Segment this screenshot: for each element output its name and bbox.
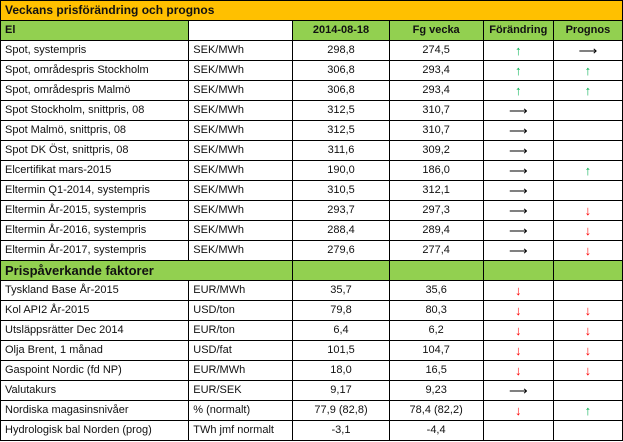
row-value-current: 35,7: [293, 281, 389, 301]
arrow-right-icon: ⟶: [508, 103, 528, 118]
arrow-right-icon: ⟶: [508, 183, 528, 198]
arrow-up-icon: ↑: [515, 43, 522, 58]
arrow-right-icon: ⟶: [508, 383, 528, 398]
arrow-down-icon: ↓: [584, 343, 592, 358]
row-value-current: 306,8: [293, 81, 389, 101]
row-change-indicator: [483, 101, 553, 121]
row-forecast-indicator: [553, 61, 622, 81]
row-unit: TWh jmf normalt: [189, 421, 293, 441]
row-value-previous: 293,4: [389, 81, 483, 101]
arrow-right-icon: ⟶: [508, 123, 528, 138]
row-value-previous: 312,1: [389, 181, 483, 201]
row-forecast-indicator: [553, 201, 622, 221]
row-forecast-indicator: [553, 341, 622, 361]
row-label: Hydrologisk bal Norden (prog): [1, 421, 189, 441]
row-unit: EUR/MWh: [189, 281, 293, 301]
report-title: Veckans prisförändring och prognos: [1, 1, 623, 21]
table-row: [1, 381, 623, 401]
row-forecast-indicator: [553, 361, 622, 381]
table-row: [1, 101, 623, 121]
row-value-current: 79,8: [293, 301, 389, 321]
arrow-down-icon: ↓: [515, 343, 522, 358]
arrow-up-icon: ↑: [584, 63, 592, 78]
section-spacer: [483, 261, 553, 281]
row-value-previous: 78,4 (82,2): [389, 401, 483, 421]
arrow-down-icon: ↓: [515, 363, 522, 378]
row-value-previous: 297,3: [389, 201, 483, 221]
row-label: Spot Stockholm, snittpris, 08: [1, 101, 189, 121]
row-unit: SEK/MWh: [189, 221, 293, 241]
row-forecast-indicator: [553, 301, 622, 321]
arrow-right-icon: ⟶: [508, 163, 528, 178]
row-label: Eltermin År-2015, systempris: [1, 201, 189, 221]
row-unit: EUR/ton: [189, 321, 293, 341]
arrow-right-icon: ⟶: [578, 43, 598, 58]
section-spacer: [293, 261, 389, 281]
table-row: [1, 401, 623, 421]
row-value-previous: 35,6: [389, 281, 483, 301]
row-forecast-indicator: [553, 41, 622, 61]
arrow-down-icon: ↓: [584, 243, 592, 258]
row-change-indicator: [483, 201, 553, 221]
row-value-current: 101,5: [293, 341, 389, 361]
row-value-previous: 186,0: [389, 161, 483, 181]
row-value-current: 312,5: [293, 101, 389, 121]
arrow-up-icon: ↑: [584, 163, 592, 178]
arrow-up-icon: ↑: [515, 83, 522, 98]
row-unit: SEK/MWh: [189, 161, 293, 181]
row-unit: EUR/MWh: [189, 361, 293, 381]
row-value-previous: 310,7: [389, 101, 483, 121]
row-label: Spot Malmö, snittpris, 08: [1, 121, 189, 141]
row-value-current: 6,4: [293, 321, 389, 341]
row-label: Kol API2 År-2015: [1, 301, 189, 321]
row-unit: SEK/MWh: [189, 81, 293, 101]
column-header-forecast: Prognos: [553, 21, 622, 41]
row-change-indicator: [483, 361, 553, 381]
row-unit: SEK/MWh: [189, 61, 293, 81]
row-label: Spot, systempris: [1, 41, 189, 61]
row-value-previous: 309,2: [389, 141, 483, 161]
row-value-current: 9,17: [293, 381, 389, 401]
row-forecast-indicator: [553, 161, 622, 181]
row-change-indicator: [483, 301, 553, 321]
section-spacer: [553, 261, 622, 281]
row-value-previous: -4,4: [389, 421, 483, 441]
row-change-indicator: [483, 61, 553, 81]
section-header-row: [1, 21, 623, 41]
row-value-previous: 289,4: [389, 221, 483, 241]
row-forecast-indicator: [553, 281, 622, 301]
table-row: [1, 161, 623, 181]
row-forecast-indicator: [553, 321, 622, 341]
arrow-down-icon: ↓: [515, 403, 522, 418]
row-label: Eltermin År-2017, systempris: [1, 241, 189, 261]
row-value-current: 190,0: [293, 161, 389, 181]
table-row: [1, 281, 623, 301]
arrow-right-icon: ⟶: [508, 203, 528, 218]
arrow-up-icon: ↑: [584, 403, 592, 418]
arrow-down-icon: ↓: [584, 323, 592, 338]
arrow-down-icon: ↓: [515, 323, 522, 338]
row-label: Utsläppsrätter Dec 2014: [1, 321, 189, 341]
row-unit: SEK/MWh: [189, 41, 293, 61]
row-value-current: 293,7: [293, 201, 389, 221]
row-value-current: 288,4: [293, 221, 389, 241]
row-value-previous: 6,2: [389, 321, 483, 341]
row-value-current: 279,6: [293, 241, 389, 261]
row-change-indicator: [483, 281, 553, 301]
table-row: [1, 361, 623, 381]
column-header-prev: Fg vecka: [389, 21, 483, 41]
row-change-indicator: [483, 141, 553, 161]
row-unit: SEK/MWh: [189, 201, 293, 221]
arrow-down-icon: ↓: [515, 303, 522, 318]
title-bar: [1, 1, 623, 21]
row-forecast-indicator: [553, 101, 622, 121]
row-change-indicator: [483, 41, 553, 61]
row-value-current: 312,5: [293, 121, 389, 141]
row-value-previous: 310,7: [389, 121, 483, 141]
row-value-previous: 80,3: [389, 301, 483, 321]
row-forecast-indicator: [553, 401, 622, 421]
row-forecast-indicator: [553, 421, 622, 441]
table-row: [1, 421, 623, 441]
table-row: [1, 341, 623, 361]
column-header-change: Förändring: [483, 21, 553, 41]
section-spacer: [389, 261, 483, 281]
row-value-current: 18,0: [293, 361, 389, 381]
row-value-previous: 104,7: [389, 341, 483, 361]
row-label: Spot DK Öst, snittpris, 08: [1, 141, 189, 161]
arrow-right-icon: ⟶: [508, 143, 528, 158]
row-label: Gaspoint Nordic (fd NP): [1, 361, 189, 381]
row-value-previous: 16,5: [389, 361, 483, 381]
table-row: [1, 141, 623, 161]
row-change-indicator: [483, 121, 553, 141]
row-label: Spot, områdespris Stockholm: [1, 61, 189, 81]
row-unit: USD/fat: [189, 341, 293, 361]
arrow-down-icon: ↓: [584, 223, 592, 238]
row-change-indicator: [483, 421, 553, 441]
row-change-indicator: [483, 401, 553, 421]
row-label: Nordiska magasinsnivåer: [1, 401, 189, 421]
row-value-previous: 9,23: [389, 381, 483, 401]
row-value-current: 306,8: [293, 61, 389, 81]
arrow-down-icon: ↓: [584, 363, 592, 378]
column-header-date: 2014-08-18: [293, 21, 389, 41]
arrow-down-icon: ↓: [584, 203, 592, 218]
row-unit: SEK/MWh: [189, 141, 293, 161]
row-value-previous: 293,4: [389, 61, 483, 81]
row-unit: USD/ton: [189, 301, 293, 321]
row-forecast-indicator: [553, 121, 622, 141]
row-value-current: -3,1: [293, 421, 389, 441]
row-change-indicator: [483, 381, 553, 401]
row-label: Olja Brent, 1 månad: [1, 341, 189, 361]
arrow-down-icon: ↓: [515, 283, 522, 298]
column-header-unit: [189, 21, 293, 41]
row-value-current: 298,8: [293, 41, 389, 61]
table-row: [1, 241, 623, 261]
price-table-body: [1, 1, 623, 441]
row-change-indicator: [483, 181, 553, 201]
table-row: [1, 181, 623, 201]
row-forecast-indicator: [553, 381, 622, 401]
row-unit: % (normalt): [189, 401, 293, 421]
row-label: Tyskland Base År-2015: [1, 281, 189, 301]
row-value-previous: 274,5: [389, 41, 483, 61]
row-forecast-indicator: [553, 81, 622, 101]
row-change-indicator: [483, 81, 553, 101]
row-forecast-indicator: [553, 181, 622, 201]
row-forecast-indicator: [553, 141, 622, 161]
row-value-current: 311,6: [293, 141, 389, 161]
table-row: [1, 41, 623, 61]
row-value-previous: 277,4: [389, 241, 483, 261]
row-label: Eltermin Q1-2014, systempris: [1, 181, 189, 201]
table-row: [1, 61, 623, 81]
row-label: Eltermin År-2016, systempris: [1, 221, 189, 241]
arrow-down-icon: ↓: [584, 303, 592, 318]
row-label: Valutakurs: [1, 381, 189, 401]
row-change-indicator: [483, 161, 553, 181]
section-title: El: [1, 21, 189, 41]
row-label: Elcertifikat mars-2015: [1, 161, 189, 181]
arrow-right-icon: ⟶: [508, 223, 528, 238]
table-row: [1, 301, 623, 321]
row-unit: SEK/MWh: [189, 181, 293, 201]
row-unit: SEK/MWh: [189, 241, 293, 261]
row-unit: SEK/MWh: [189, 101, 293, 121]
table-row: [1, 221, 623, 241]
row-label: Spot, områdespris Malmö: [1, 81, 189, 101]
arrow-up-icon: ↑: [584, 83, 592, 98]
row-change-indicator: [483, 241, 553, 261]
row-forecast-indicator: [553, 221, 622, 241]
section-header-row: [1, 261, 623, 281]
row-unit: SEK/MWh: [189, 121, 293, 141]
row-change-indicator: [483, 321, 553, 341]
table-row: [1, 81, 623, 101]
table-row: [1, 201, 623, 221]
arrow-right-icon: ⟶: [508, 243, 528, 258]
row-change-indicator: [483, 221, 553, 241]
row-change-indicator: [483, 341, 553, 361]
section-title: Prispåverkande faktorer: [1, 261, 293, 281]
arrow-up-icon: ↑: [515, 63, 522, 78]
row-value-current: 310,5: [293, 181, 389, 201]
row-unit: EUR/SEK: [189, 381, 293, 401]
table-row: [1, 121, 623, 141]
table-row: [1, 321, 623, 341]
row-value-current: 77,9 (82,8): [293, 401, 389, 421]
row-forecast-indicator: [553, 241, 622, 261]
